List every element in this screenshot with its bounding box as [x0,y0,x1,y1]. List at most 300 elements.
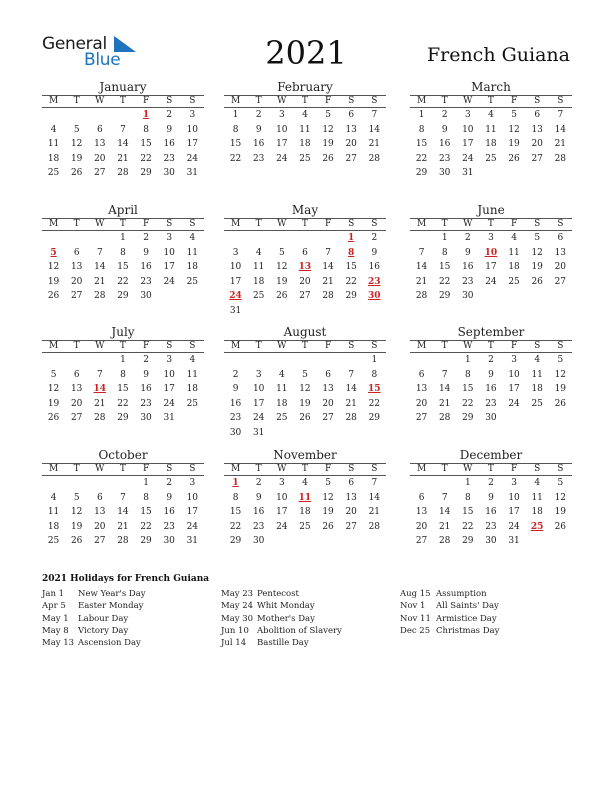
calendar-day: 28 [117,168,129,179]
calendar-day: 3 [464,110,471,120]
weekday-header: M [230,341,241,351]
weekday-header: F [324,464,332,474]
weekday-header: S [189,464,196,474]
calendar-day: 6 [557,233,564,243]
month-april [42,202,204,304]
weekday-header: S [348,219,355,229]
holiday-date: May 13 [42,638,75,649]
calendar-day: 15 [117,262,129,273]
weekday-header: S [371,341,378,351]
calendar-day: 17 [163,384,175,395]
calendar-day: 3 [189,110,196,120]
holiday-day: 1 [232,478,239,488]
weekday-header: M [416,219,427,229]
holiday-day: 1 [142,110,150,120]
calendar-day: 5 [557,355,564,365]
calendar-day: 21 [117,153,129,164]
calendar-day: 9 [232,384,239,395]
calendar-day: 11 [276,384,288,395]
empty-day [88,476,111,491]
calendar-day: 8 [232,492,239,503]
calendar-day: 7 [441,492,448,503]
calendar-day: 13 [345,492,357,503]
weekday-header: S [534,96,541,106]
weekday-header: T [487,219,494,229]
month-february [224,79,386,166]
calendar-day: 10 [508,492,520,503]
day-grid [224,108,386,166]
calendar-day: 11 [47,139,60,150]
empty-day [433,476,456,491]
calendar-day: 11 [531,369,543,380]
calendar-day: 22 [117,276,129,287]
calendar-day: 16 [140,262,152,273]
calendar-day: 9 [441,124,448,135]
empty-day [293,231,316,246]
calendar-day: 29 [117,413,129,424]
calendar-day: 4 [534,355,541,365]
empty-day [88,231,111,246]
holiday-item [42,588,146,600]
calendar-day: 29 [140,168,152,179]
weekday-header: S [371,96,378,106]
calendar-day: 14 [322,262,334,273]
calendar-day: 31 [163,413,175,424]
calendar-day: 4 [302,478,308,488]
calendar-day: 1 [232,110,239,120]
month-title: August [283,325,327,339]
holiday-column [400,588,499,637]
weekday-header: S [557,219,564,229]
calendar-day: 26 [70,168,83,179]
holiday-name: Ascension Day [78,638,141,649]
calendar-day: 6 [96,492,103,503]
calendar-day: 23 [438,153,451,164]
month-title: September [457,325,525,339]
calendar-day: 2 [143,355,149,365]
weekday-header: M [230,96,241,106]
calendar-day: 22 [229,521,242,532]
calendar-day: 20 [70,276,83,287]
holiday-name: Whit Monday [257,601,315,612]
holiday-day: 10 [484,247,498,258]
holiday-day: 24 [229,291,242,302]
empty-day [65,353,88,368]
weekday-header: F [324,341,332,351]
weekday-header: W [463,464,473,474]
holiday-item [400,613,499,625]
month-title: November [273,448,337,462]
holiday-item [221,588,342,600]
month-title: May [291,203,319,217]
calendar-day: 5 [534,233,541,243]
empty-day [65,108,88,123]
calendar-day: 16 [485,507,497,518]
calendar-day: 21 [554,139,567,150]
day-grid [224,476,386,549]
calendar-day: 27 [94,168,106,179]
calendar-day: 20 [345,139,357,150]
holiday-date: Nov 1 [400,601,426,612]
holiday-date: Nov 11 [400,613,431,624]
calendar-day: 19 [322,139,334,150]
weekday-header: M [230,464,241,474]
empty-day [65,231,88,246]
country-name: French Guiana [426,44,570,66]
calendar-day: 10 [163,369,175,380]
holiday-item [400,625,499,637]
holiday-name: New Year's Day [78,589,146,599]
month-title: December [459,448,523,462]
calendar-day: 14 [345,384,357,395]
calendar-day: 3 [278,478,285,488]
calendar-day: 26 [508,153,520,164]
weekday-header: S [189,219,196,229]
holiday-date: May 30 [221,613,254,624]
calendar-day: 15 [345,262,357,273]
calendar-day: 30 [462,291,474,302]
calendar-day: 7 [371,110,378,120]
calendar-day: 7 [96,247,103,258]
weekday-header: T [441,219,448,229]
weekday-header: T [255,219,262,229]
calendar-day: 20 [322,398,334,409]
calendar-day: 30 [485,536,497,547]
weekday-header: S [348,341,355,351]
calendar-day: 13 [70,262,83,273]
weekday-header-row [224,340,386,353]
holiday-day: 25 [530,521,544,532]
calendar-day: 5 [302,369,308,380]
calendar-day: 20 [94,521,106,532]
holiday-item [221,637,342,649]
calendar-day: 23 [485,398,497,409]
holiday-date: Jan 1 [42,589,65,599]
calendar-day: 30 [438,168,451,179]
calendar-day: 22 [438,276,451,287]
day-grid [410,108,572,181]
calendar-day: 17 [186,507,199,518]
calendar-day: 17 [462,139,474,150]
holiday-date: May 23 [221,589,254,599]
calendar-day: 19 [70,153,83,164]
weekday-header: T [119,96,126,106]
calendar-day: 6 [325,369,331,380]
calendar-day: 6 [534,110,541,120]
day-grid [410,353,572,426]
holiday-name: Pentecost [257,589,299,599]
calendar-day: 14 [438,384,451,395]
month-title: June [477,203,505,217]
calendar-day: 16 [462,262,474,273]
holiday-name: Bastille Day [257,638,309,649]
weekday-header-row [224,463,386,476]
calendar-day: 1 [371,355,378,365]
calendar-day: 19 [508,139,520,150]
holiday-name: Mother's Day [257,613,315,624]
empty-day [317,231,340,246]
calendar-day: 16 [368,262,381,273]
calendar-day: 27 [415,536,428,547]
weekday-header: S [348,96,355,106]
calendar-day: 8 [120,247,126,258]
empty-day [270,353,293,368]
calendar-day: 19 [47,276,60,287]
weekday-header: W [95,96,105,106]
holiday-date: May 8 [42,625,69,636]
calendar-day: 24 [508,521,520,532]
month-december [410,447,572,549]
calendar-day: 17 [163,262,175,273]
calendar-day: 3 [189,478,196,488]
weekday-header: T [119,341,126,351]
month-may [224,202,386,319]
calendar-day: 21 [117,521,129,532]
calendar-day: 3 [488,233,494,243]
month-title: April [108,203,138,217]
calendar-day: 9 [371,247,378,258]
calendar-day: 2 [441,110,448,120]
calendar-day: 15 [117,384,129,395]
calendar-day: 27 [299,291,311,302]
holiday-item [42,613,146,625]
weekday-header: T [301,96,308,106]
calendar-day: 10 [229,262,242,273]
holiday-name: Labour Day [78,613,129,624]
calendar-day: 1 [441,233,448,243]
calendar-day: 2 [488,355,494,365]
day-grid [410,231,572,304]
calendar-day: 9 [255,492,262,503]
month-july [42,324,204,426]
calendar-day: 20 [70,398,83,409]
calendar-day: 6 [348,478,355,488]
calendar-day: 17 [508,507,520,518]
empty-day [65,476,88,491]
calendar-day: 25 [186,276,199,287]
calendar-day: 11 [186,369,199,380]
calendar-day: 31 [186,536,199,547]
holiday-name: Assumption [436,589,487,599]
weekday-header: T [301,219,308,229]
weekday-header: F [142,341,150,351]
month-august [224,324,386,441]
calendar-day: 31 [462,168,474,179]
holiday-day: 8 [348,247,355,258]
calendar-day: 30 [485,413,497,424]
calendar-day: 10 [462,124,474,135]
weekday-header: T [255,464,262,474]
weekday-header: W [277,464,287,474]
calendar-day: 18 [299,139,311,150]
calendar-day: 9 [143,247,149,258]
calendar-day: 17 [485,262,497,273]
calendar-day: 22 [345,276,357,287]
weekday-header: S [189,96,196,106]
weekday-header: F [510,219,518,229]
calendar-day: 2 [166,110,173,120]
calendar-day: 23 [163,153,175,164]
holiday-column [42,588,146,649]
calendar-day: 29 [462,536,474,547]
calendar-day: 6 [96,124,103,135]
weekday-header: W [95,219,105,229]
calendar-day: 6 [418,492,425,503]
calendar-day: 22 [140,153,152,164]
calendar-day: 17 [276,507,288,518]
calendar-day: 1 [143,478,149,488]
calendar-day: 4 [255,247,262,258]
calendar-day: 23 [229,413,242,424]
weekday-header: M [48,96,59,106]
holiday-name: Abolition of Slavery [257,625,342,636]
brand-logo [42,34,142,72]
calendar-day: 30 [252,536,265,547]
calendar-day: 8 [418,124,425,135]
calendar-day: 3 [232,247,239,258]
weekday-header-row [42,218,204,231]
weekday-header: M [48,464,59,474]
calendar-day: 6 [73,247,80,258]
calendar-day: 3 [166,355,173,365]
calendar-day: 14 [415,262,428,273]
weekday-header: T [487,96,494,106]
calendar-day: 3 [511,478,517,488]
day-grid [224,353,386,441]
calendar-day: 18 [299,507,311,518]
calendar-day: 6 [418,369,425,380]
holiday-date: May 1 [42,613,69,624]
weekday-header: S [534,219,541,229]
calendar-day: 22 [140,521,152,532]
calendar-day: 9 [488,492,494,503]
calendar-day: 14 [117,507,129,518]
day-grid [42,108,204,181]
calendar-day: 9 [166,492,173,503]
calendar-day: 14 [94,262,106,273]
calendar-day: 15 [462,507,474,518]
calendar-day: 13 [94,507,106,518]
calendar-day: 7 [96,369,103,380]
calendar-day: 4 [511,233,517,243]
month-title: March [471,80,511,94]
holiday-item [42,600,146,612]
calendar-day: 24 [163,398,175,409]
calendar-day: 26 [322,521,334,532]
calendar-day: 8 [143,492,149,503]
weekday-header: T [255,96,262,106]
weekday-header: M [416,96,427,106]
calendar-day: 18 [252,276,265,287]
calendar-day: 25 [252,291,265,302]
calendar-day: 16 [252,139,265,150]
calendar-day: 25 [186,398,199,409]
calendar-day: 10 [276,124,288,135]
calendar-day: 7 [348,369,355,380]
calendar-day: 24 [276,153,288,164]
holiday-name: All Saints' Day [436,601,499,612]
calendar-day: 22 [462,398,474,409]
calendar-day: 4 [278,369,285,380]
month-january [42,79,204,181]
calendar-day: 19 [322,507,334,518]
holiday-day: 13 [298,262,312,273]
weekday-header: M [48,219,59,229]
calendar-day: 13 [345,124,357,135]
calendar-day: 31 [186,168,199,179]
brand-name-blue: Blue [84,50,121,70]
calendar-day: 29 [415,168,428,179]
weekday-header: S [166,341,173,351]
weekday-header: S [557,96,564,106]
calendar-day: 15 [229,507,242,518]
calendar-day: 7 [418,247,425,258]
month-september [410,324,572,426]
calendar-day: 25 [299,153,311,164]
calendar-day: 22 [462,521,474,532]
calendar-day: 8 [464,369,471,380]
calendar-day: 26 [70,536,83,547]
calendar-day: 18 [47,153,60,164]
calendar-day: 25 [47,536,60,547]
calendar-day: 5 [511,110,517,120]
calendar-day: 18 [485,139,497,150]
calendar-day: 12 [70,507,83,518]
calendar-day: 31 [252,427,265,438]
calendar-day: 12 [531,247,543,258]
calendar-day: 9 [255,124,262,135]
holiday-item [221,613,342,625]
calendar-day: 11 [47,507,60,518]
calendar-day: 27 [70,413,83,424]
calendar-day: 12 [554,369,567,380]
calendar-day: 24 [186,521,199,532]
calendar-day: 21 [322,276,334,287]
empty-day [42,108,65,123]
calendar-day: 29 [368,413,381,424]
empty-day [293,353,316,368]
calendar-day: 28 [438,536,451,547]
holiday-day: 30 [368,291,381,302]
calendar-day: 17 [276,139,288,150]
empty-day [42,231,65,246]
weekday-header: S [189,341,196,351]
holiday-item [221,600,342,612]
calendar-day: 4 [488,110,494,120]
calendar-day: 17 [252,398,265,409]
weekday-header: T [301,464,308,474]
calendar-day: 5 [325,110,331,120]
holiday-day: 23 [368,276,381,287]
calendar-day: 30 [163,536,175,547]
calendar-day: 11 [252,262,265,273]
calendar-day: 1 [120,233,126,243]
weekday-header: T [441,341,448,351]
calendar-day: 23 [252,153,265,164]
calendar-day: 12 [322,492,334,503]
holiday-name: Easter Monday [78,601,144,612]
calendar-day: 23 [140,398,152,409]
calendar-day: 13 [554,247,567,258]
calendar-day: 27 [415,413,428,424]
empty-day [270,231,293,246]
calendar-day: 14 [117,139,129,150]
calendar-day: 18 [531,507,543,518]
calendar-day: 13 [415,384,428,395]
day-grid [42,353,204,426]
calendar-day: 25 [508,276,520,287]
calendar-day: 10 [186,492,199,503]
